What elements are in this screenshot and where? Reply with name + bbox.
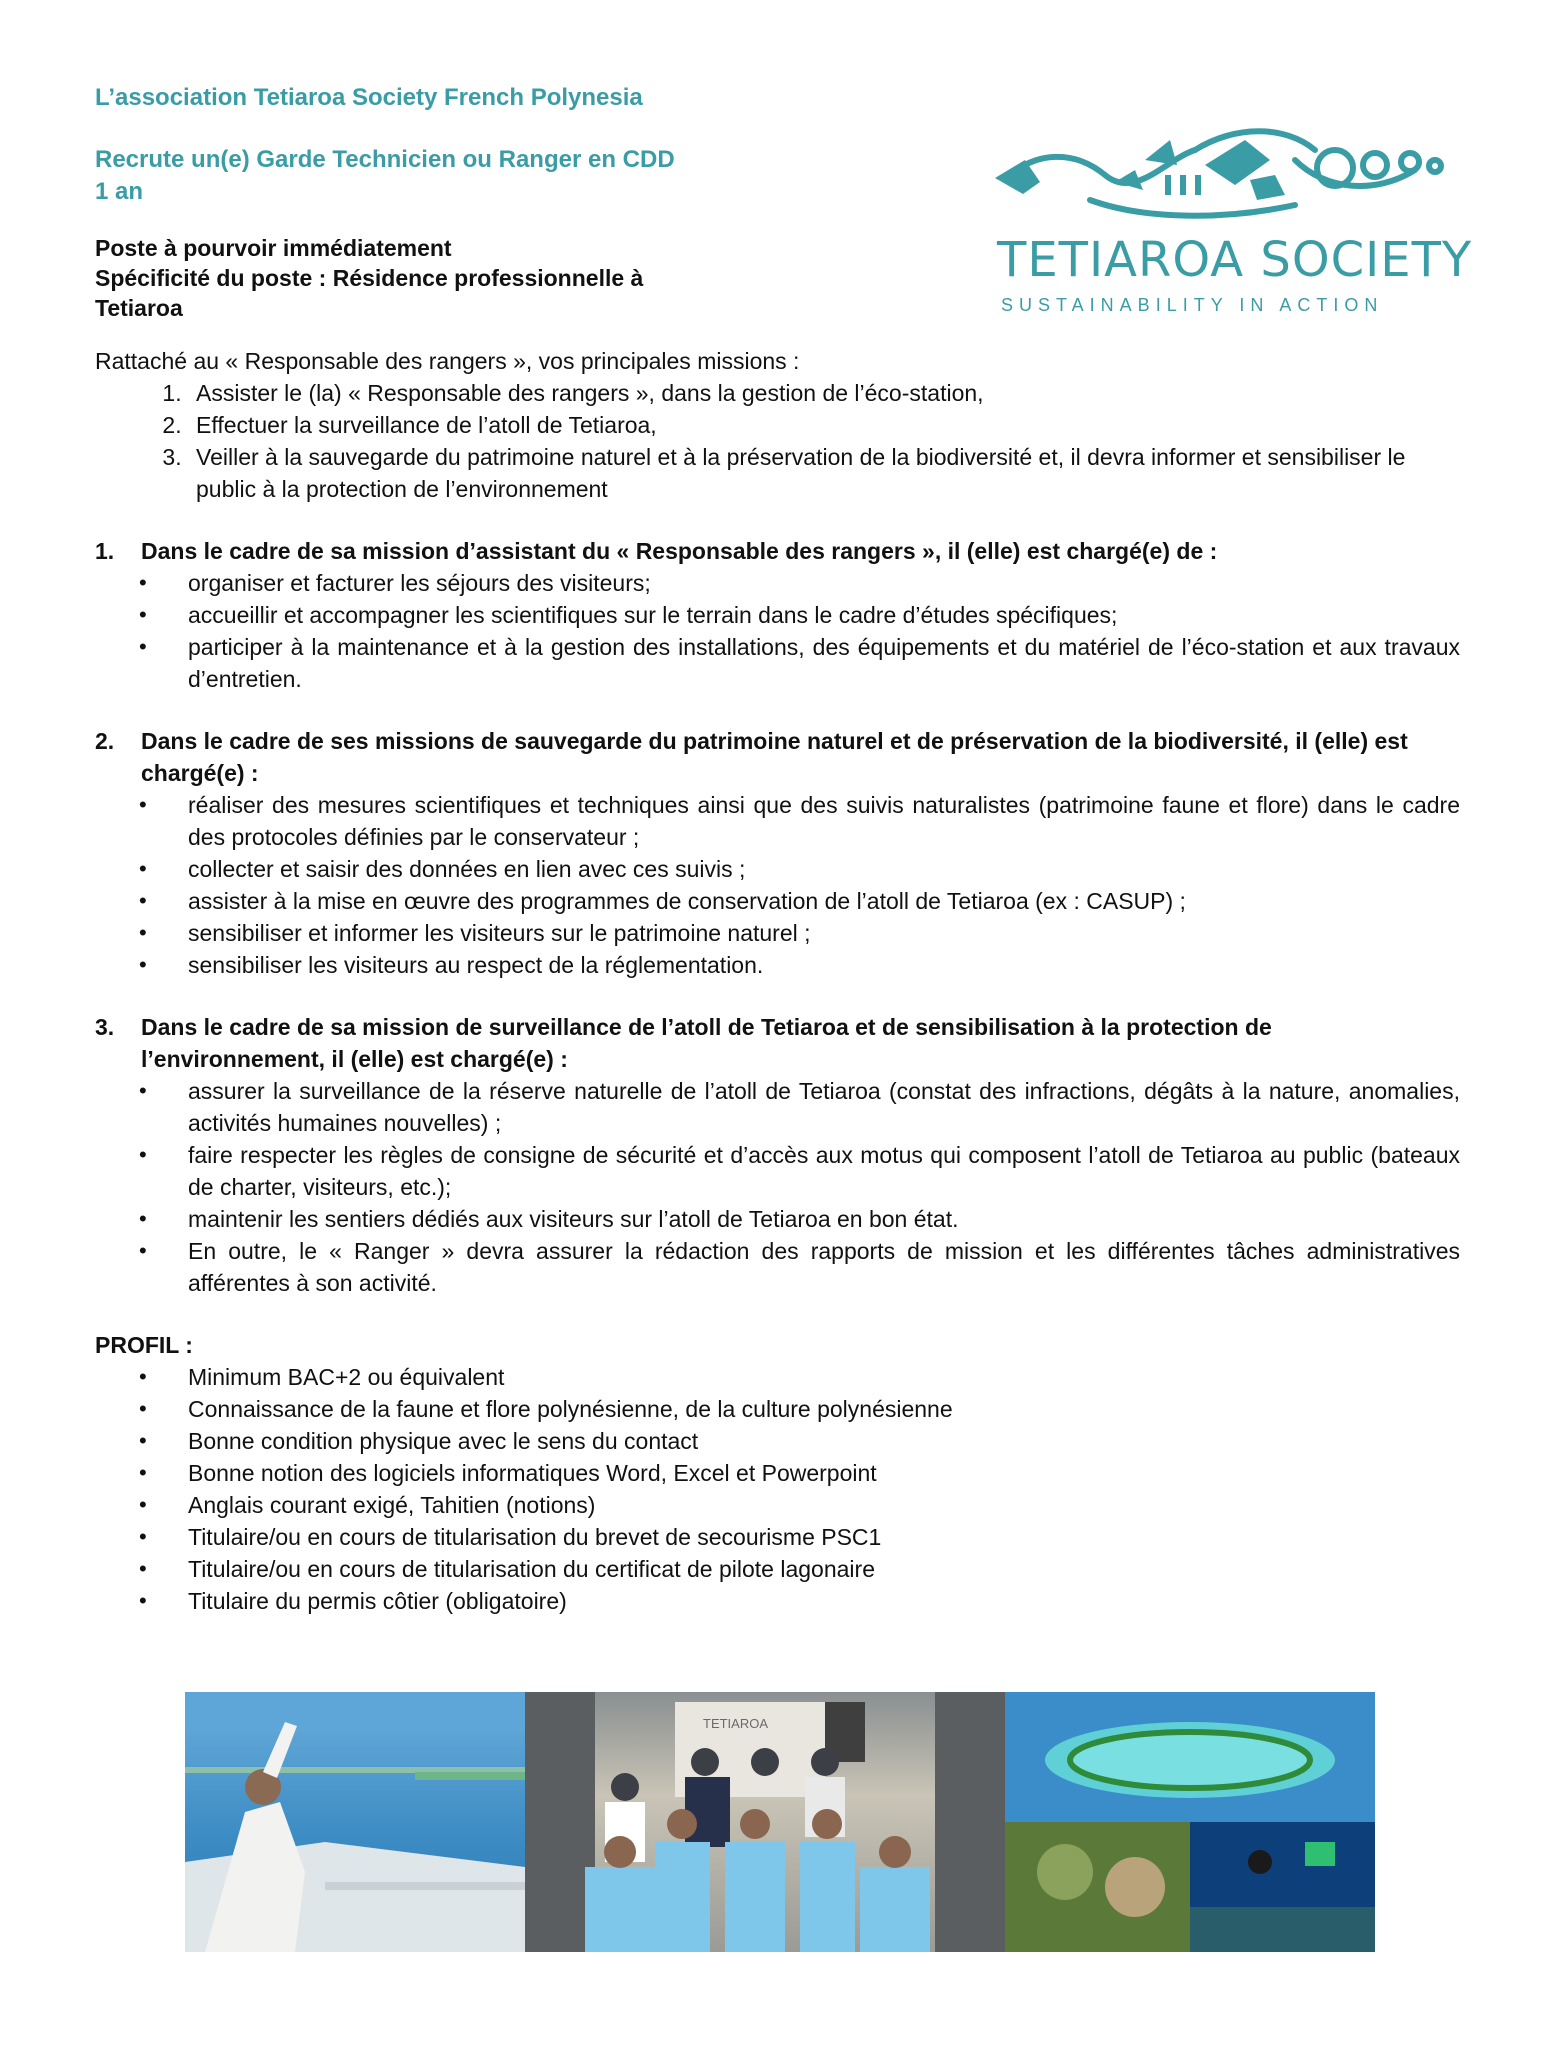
section-3 — [95, 1011, 1460, 1299]
list-item: • maintenir les sentiers dédiés aux visiteurs sur l’atoll de Tetiaroa en bon état. — [95, 1203, 1460, 1235]
boat-photo — [185, 1692, 525, 1952]
logo-title: TETIAROA SOCIETY — [997, 232, 1473, 288]
team-sign-text: TETIAROA — [703, 1716, 769, 1731]
job-posting — [95, 82, 1460, 1617]
mission-item: 3. Veiller à la sauvegarde du patrimoine naturel et à la préservation de la biodiversité et, il devra informer et sensibiliser le public à la protection de l’environnement — [188, 441, 1460, 505]
section-title: Dans le cadre de sa mission de surveillance de l’atoll de Tetiaroa et de sensibilisation à la protection de l’environnement, il (elle) est chargé(e) : — [141, 1014, 1272, 1072]
specificite-line-1: Spécificité du poste : Résidence professionnelle à — [95, 265, 644, 291]
section-1 — [95, 535, 1460, 695]
missions-list — [95, 377, 1460, 505]
list-item: • participer à la maintenance et à la gestion des installations, des équipements et du matériel de l’éco-station et aux travaux d’entretien. — [95, 631, 1460, 695]
section-title: Dans le cadre de ses missions de sauvegarde du patrimoine naturel et de préservation de la biodiversité, il (elle) est chargé(e) : — [141, 728, 1408, 786]
profil-item: • Bonne notion des logiciels informatiques Word, Excel et Powerpoint — [95, 1457, 1460, 1489]
photo-strip — [185, 1692, 1375, 1952]
profil-item: • Titulaire/ou en cours de titularisation du brevet de secourisme PSC1 — [95, 1521, 1460, 1553]
profil-item: • Titulaire du permis côtier (obligatoire) — [95, 1585, 1460, 1617]
section-number: 3. — [95, 1014, 115, 1040]
header — [95, 82, 775, 323]
section-2 — [95, 725, 1460, 981]
atoll-and-conservation-photos — [1005, 1692, 1375, 1952]
specificite-line-2: Tetiaroa — [95, 295, 183, 321]
profil-title: PROFIL : — [95, 1332, 193, 1358]
section-number: 1. — [95, 538, 115, 564]
list-item: • collecter et saisir des données en lien avec ces suivis ; — [95, 853, 1460, 885]
association-title: L’association Tetiaroa Society French Polynesia — [95, 84, 643, 111]
list-item: • En outre, le « Ranger » devra assurer la rédaction des rapports de mission et les différentes tâches administratives afférentes à son activité. — [95, 1235, 1460, 1299]
recruit-line-2: 1 an — [95, 178, 144, 205]
profil-item: • Bonne condition physique avec le sens du contact — [95, 1425, 1460, 1457]
list-item: • assister à la mise en œuvre des programmes de conservation de l’atoll de Tetiaroa (ex : CASUP) ; — [95, 885, 1460, 917]
list-item: • faire respecter les règles de consigne de sécurité et d’accès aux motus qui composent l’atoll de Tetiaroa au public (bateaux de charter, visiteurs, etc.); — [95, 1139, 1460, 1203]
profil-item: • Titulaire/ou en cours de titularisation du certificat de pilote lagonaire — [95, 1553, 1460, 1585]
list-item: • sensibiliser et informer les visiteurs sur le patrimoine naturel ; — [95, 917, 1460, 949]
profil-item: • Connaissance de la faune et flore polynésienne, de la culture polynésienne — [95, 1393, 1460, 1425]
list-item: • assurer la surveillance de la réserve naturelle de l’atoll de Tetiaroa (constat des infractions, dégâts à la nature, anomalies, activités humaines nouvelles) ; — [95, 1075, 1460, 1139]
mission-item: 1. Assister le (la) « Responsable des rangers », dans la gestion de l’éco-station, — [188, 377, 1460, 409]
mission-item: 2. Effectuer la surveillance de l’atoll de Tetiaroa, — [188, 409, 1460, 441]
recruit-line-1: Recrute un(e) Garde Technicien ou Ranger en CDD — [95, 146, 675, 173]
list-item: • sensibiliser les visiteurs au respect de la réglementation. — [95, 949, 1460, 981]
list-item: • réaliser des mesures scientifiques et techniques ainsi que des suivis naturalistes (patrimoine faune et flore) dans le cadre des protocoles définies par le conservateur ; — [95, 789, 1460, 853]
section-title: Dans le cadre de sa mission d’assistant du « Responsable des rangers », il (elle) est chargé(e) de : — [141, 538, 1218, 564]
team-photo — [525, 1692, 1005, 1952]
profil-item: • Minimum BAC+2 ou équivalent — [95, 1361, 1460, 1393]
logo-subtitle: SUSTAINABILITY IN ACTION — [1001, 295, 1384, 315]
profil-item: • Anglais courant exigé, Tahitien (notions) — [95, 1489, 1460, 1521]
list-item: • accueillir et accompagner les scientifiques sur le terrain dans le cadre d’études spécifiques; — [95, 599, 1460, 631]
poste-line: Poste à pourvoir immédiatement — [95, 235, 452, 261]
list-item: • organiser et facturer les séjours des visiteurs; — [95, 567, 1460, 599]
section-number: 2. — [95, 728, 115, 754]
profil-list — [95, 1361, 1460, 1617]
intro-text: Rattaché au « Responsable des rangers », vos principales missions : — [95, 348, 800, 374]
